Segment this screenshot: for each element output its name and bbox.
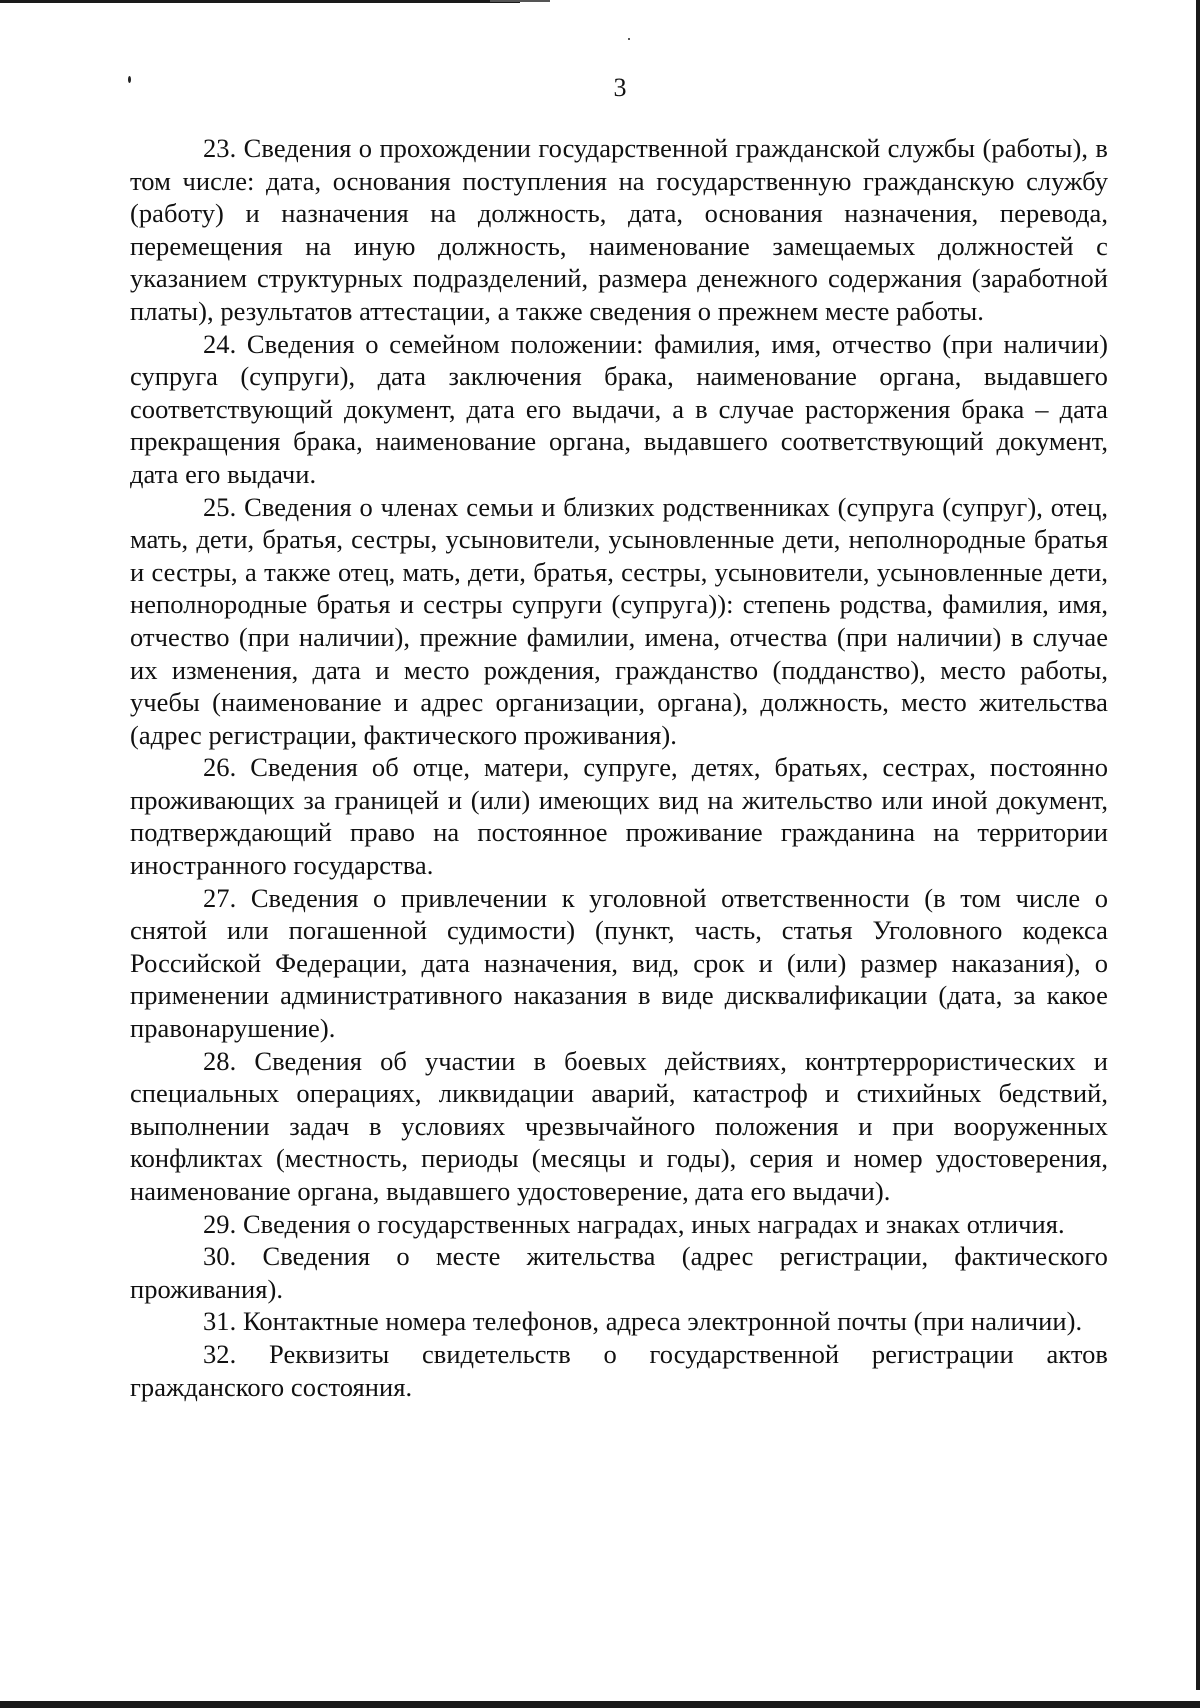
paragraph-29: 29. Сведения о государственных наградах, иных наградах и знаках отличия. — [203, 1208, 1065, 1239]
paragraph-27: 27. Сведения о привлечении к уголовной ответственности (в том числе о снятой или погашенной судимости) (пункт, часть, статья Уголовного кодекса Российской Федерации, дата назначения, вид, срок и (или) размер наказания), о применении административного наказания в виде дисквалификации (дата, за какое правонарушение). — [130, 882, 1108, 1044]
paragraph-30: 30. Сведения о месте жительства (адрес регистрации, фактического проживания). — [130, 1241, 1108, 1304]
paragraph-31: 31. Контактные номера телефонов, адреса электронной почты (при наличии). — [203, 1306, 1083, 1337]
scan-top-edge-fragment — [490, 0, 550, 2]
paragraph-24: 24. Сведения о семейном положении: фамилия, имя, отчество (при наличии) супруга (супруги), дата заключения брака, наименование органа, выдавшего соответствующий документ, дата его выдачи, а в случае расторжения брака – дата прекращения брака, наименование органа, выдавшего соответствующий документ, дата его выдачи. — [130, 328, 1108, 489]
document-body — [130, 132, 1108, 1403]
paragraph-32: 32. Реквизиты свидетельств о государственной регистрации актов гражданского состояния. — [130, 1338, 1108, 1402]
page-number: 3 — [613, 73, 627, 102]
paragraph-26: 26. Сведения об отце, матери, супруге, детях, братьях, сестрах, постоянно проживающих за границей и (или) имеющих вид на жительство или иной документ, подтверждающий право на постоянное проживание гражданина на территории иностранного государства. — [130, 752, 1108, 881]
paragraph-23: 23. Сведения о прохождении государственной гражданской службы (работы), в том числе: дата, основания поступления на государственную гражданскую службу (работу) и назначения на должность, дата, основания назначения, перевода, перемещения на иную должность, наименование замещаемых должностей с указанием структурных подразделений, размера денежного содержания (заработной платы), результатов аттестации, а также сведения о прежнем месте работы. — [130, 133, 1108, 326]
paragraph-25: 25. Сведения о членах семьи и близких родственниках (супруга (супруг), отец, мать, дети, братья, сестры, усыновители, усыновленные дети, неполнородные братья и сестры, а также отец, мать, дети, братья, сестры, усыновители, усыновленные дети, неполнородные братья и сестры супруги (супруга)): степень родства, фамилия, имя, отчество (при наличии), прежние фамилии, имена, отчества (при наличии) в случае их изменения, дата и место рождения, гражданство (подданство), место работы, учебы (наименование и адрес организации, органа), должность, место жительства (адрес регистрации, фактического проживания). — [130, 491, 1108, 750]
scan-top-edge — [0, 0, 520, 3]
paragraph-28: 28. Сведения об участии в боевых действиях, контртеррористических и специальных операциях, ликвидации аварий, катастроф и стихийных бедствий, выполнении задач в условиях чрезвычайного положения и при вооруженных конфликтах (местность, периоды (месяцы и годы), серия и номер удостоверения, наименование органа, выдавшего удостоверение, дата его выдачи). — [130, 1045, 1108, 1206]
scan-bottom-edge — [0, 1701, 1200, 1708]
scan-speck — [628, 38, 630, 40]
scan-right-edge — [1196, 0, 1200, 1690]
